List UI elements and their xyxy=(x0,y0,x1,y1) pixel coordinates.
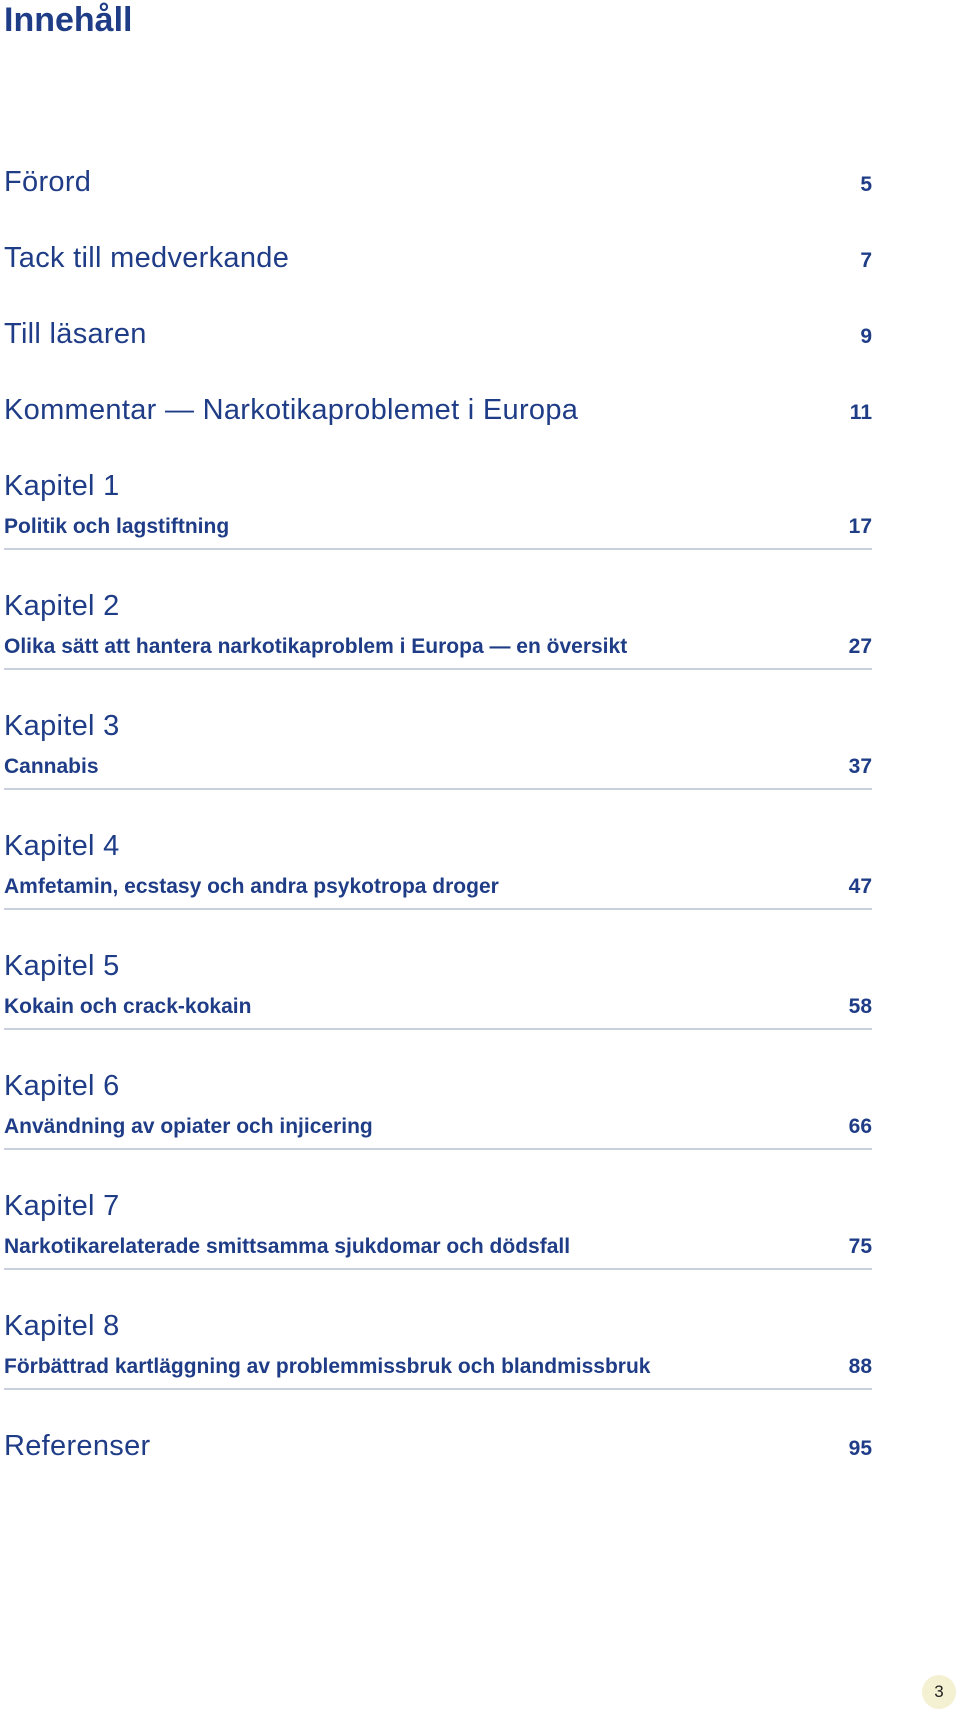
toc-entry-page: 5 xyxy=(860,173,872,196)
toc-chapter-8[interactable] xyxy=(4,1308,872,1390)
page-title: Innehåll xyxy=(4,1,133,39)
toc-chapter-6[interactable] xyxy=(4,1068,872,1150)
toc-entry-page: 11 xyxy=(849,401,872,424)
toc-entry-label: Till läsaren xyxy=(4,318,147,350)
chapter-page: 47 xyxy=(848,875,872,898)
chapter-page: 66 xyxy=(848,1115,872,1138)
chapter-title: Amfetamin, ecstasy och andra psykotropa droger xyxy=(4,875,499,898)
toc-entry-label: Förord xyxy=(4,166,92,198)
chapter-page: 27 xyxy=(848,635,872,658)
toc-entry-page: 9 xyxy=(860,325,872,348)
chapter-page: 58 xyxy=(848,995,872,1018)
chapter-title: Användning av opiater och injicering xyxy=(4,1115,373,1138)
chapter-number: Kapitel 4 xyxy=(4,830,120,862)
page-number: 3 xyxy=(922,1675,956,1709)
toc-entry-page: 7 xyxy=(860,249,872,272)
toc-entry-tack[interactable] xyxy=(4,240,872,276)
chapter-number: Kapitel 6 xyxy=(4,1070,120,1102)
chapter-title: Narkotikarelaterade smittsamma sjukdomar och dödsfall xyxy=(4,1235,571,1258)
toc-chapter-3[interactable] xyxy=(4,708,872,790)
toc-entry-kommentar[interactable] xyxy=(4,392,872,428)
chapter-number: Kapitel 7 xyxy=(4,1190,120,1222)
toc-entry-forord[interactable] xyxy=(4,164,872,200)
toc-entry-label: Referenser xyxy=(4,1430,151,1462)
toc-chapter-4[interactable] xyxy=(4,828,872,910)
chapter-page: 17 xyxy=(848,515,872,538)
chapter-title: Politik och lagstiftning xyxy=(4,515,230,538)
toc-entry-label: Tack till medverkande xyxy=(4,242,290,274)
chapter-number: Kapitel 8 xyxy=(4,1310,120,1342)
chapter-title: Kokain och crack-kokain xyxy=(4,995,252,1018)
chapter-number: Kapitel 1 xyxy=(4,470,120,502)
chapter-number: Kapitel 5 xyxy=(4,950,120,982)
toc-entry-label: Kommentar — Narkotikaproblemet i Europa xyxy=(4,394,579,426)
toc-chapter-1[interactable] xyxy=(4,468,872,550)
toc-chapter-5[interactable] xyxy=(4,948,872,1030)
chapter-page: 75 xyxy=(848,1235,872,1258)
chapter-page: 37 xyxy=(848,755,872,778)
toc-chapter-2[interactable] xyxy=(4,588,872,670)
chapter-title: Förbättrad kartläggning av problemmissbruk och blandmissbruk xyxy=(4,1355,651,1378)
chapter-page: 88 xyxy=(848,1355,872,1378)
toc-entry-referenser[interactable] xyxy=(4,1428,872,1464)
chapter-number: Kapitel 2 xyxy=(4,590,120,622)
chapter-number: Kapitel 3 xyxy=(4,710,120,742)
toc-entry-page: 95 xyxy=(848,1437,872,1460)
chapter-title: Cannabis xyxy=(4,755,99,778)
toc-chapter-7[interactable] xyxy=(4,1188,872,1270)
chapter-title: Olika sätt att hantera narkotikaproblem i Europa — en översikt xyxy=(4,635,628,658)
toc-entry-till-lasaren[interactable] xyxy=(4,316,872,352)
